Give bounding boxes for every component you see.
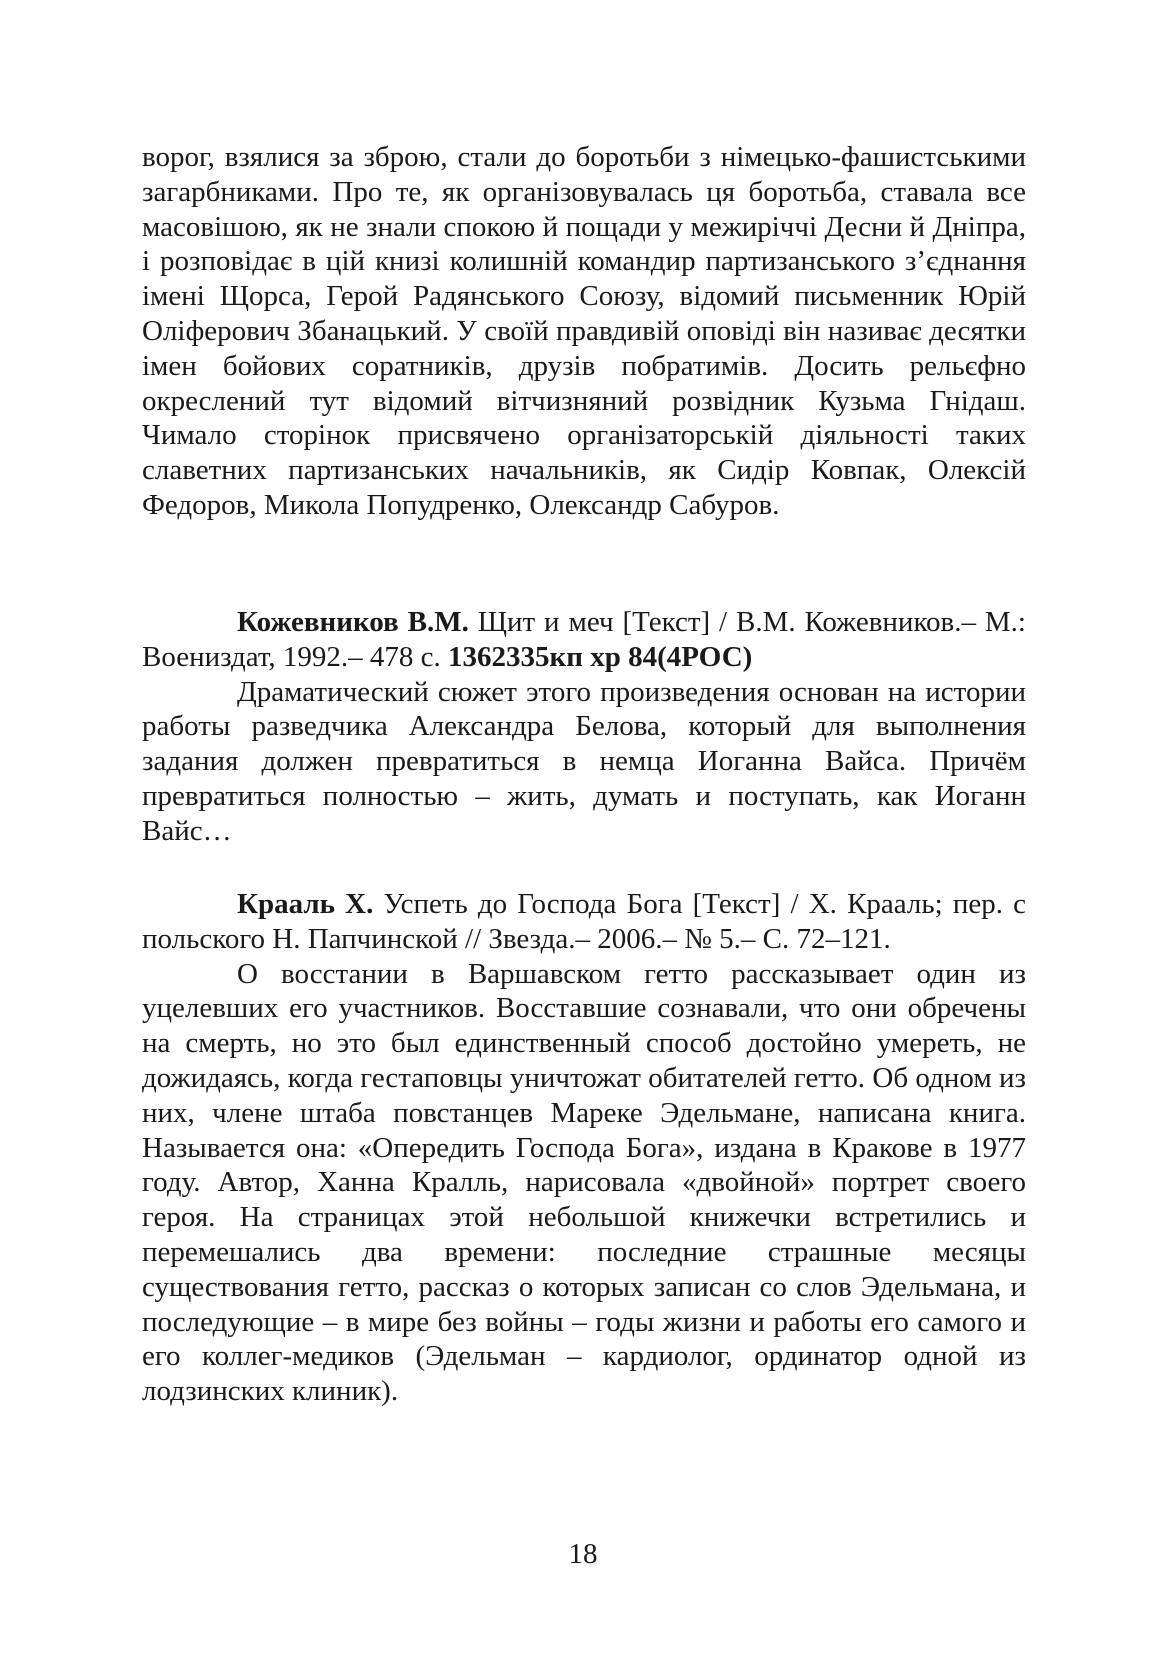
entry-shelfmark: 1362335кп хр 84(4РОС) [448,640,753,673]
bibliography-entry [142,887,1026,1409]
bibliography-entry [142,605,1026,849]
entry-annotation: О восстании в Варшавском гетто рассказывает один из уцелевших его участников. Восставшие сознавали, что они обречены на смерть, но это был единственный способ достойно умереть, не дожидаясь, когда гестаповцы уничтожат обитателей гетто. Об одном из них, члене штаба повстанцев Мареке Эдельмане, написана книга. Называется она: «Опередить Господа Бога», издана в Кракове в 1977 году. Автор, Ханна Кралль, нарисовала «двойной» портрет своего героя. На страницах этой небольшой книжечки встретились и перемешались два времени: последние страшные месяцы существования гетто, рассказ о которых записан со слов Эдельмана, и последующие – в мире без войны – годы жизни и работы его самого и его коллег-медиков (Эдельман – кардиолог, ординатор одной из лодзинских клиник). [142,957,1026,1408]
page-number: 18 [568,1538,598,1570]
entry-citation-text: Успеть до Господа Бога [Текст] / Х. Крааль; пер. с польского Н. Папчинской // Звезда.– 2006.– № 5.– С. 72–121. [142,888,1026,955]
entry-author: Кожевников В.М. [237,606,469,638]
entry-citation [142,605,1026,675]
continuation-paragraph: ворог, взялися за зброю, стали до боротьби з німецько-фашистськими загарбниками. Про те, як організовувалась ця боротьба, ставала все масовішою, як не знали спокою й пощади у межиріччі Десни й Дніпра, і розповідає в цій книзі колишній командир партизанського з’єднання імені Щорса, Герой Радянського Союзу, відомий письменник Юрій Оліферович Збанацький. У своїй правдивій оповіді він називає десятки імен бойових соратників, друзів побратимів. Досить рельєфно окреслений тут відомий вітчизняний розвідник Кузьма Гнідаш. Чимало сторінок присвячено організаторській діяльності таких славетних партизанських начальників, як Сидір Ковпак, Олексій Федоров, Микола Попудренко, Олександр Сабуров. [142,141,1026,521]
entry-annotation: Драматический сюжет этого произведения основан на истории работы разведчика Александра Белова, который для выполнения задания должен превратиться в немца Иоганна Вайса. Причём превратиться полностью – жить, думать и поступать, как Иоганн Вайс… [142,675,1026,847]
entry-citation-text: Щит и меч [Текст] / В.М. Кожевников.– М.: Воениздат, 1992.– 478 с. [142,606,1026,673]
entry-citation [142,887,1026,957]
entry-author: Крааль Х. [237,888,374,920]
